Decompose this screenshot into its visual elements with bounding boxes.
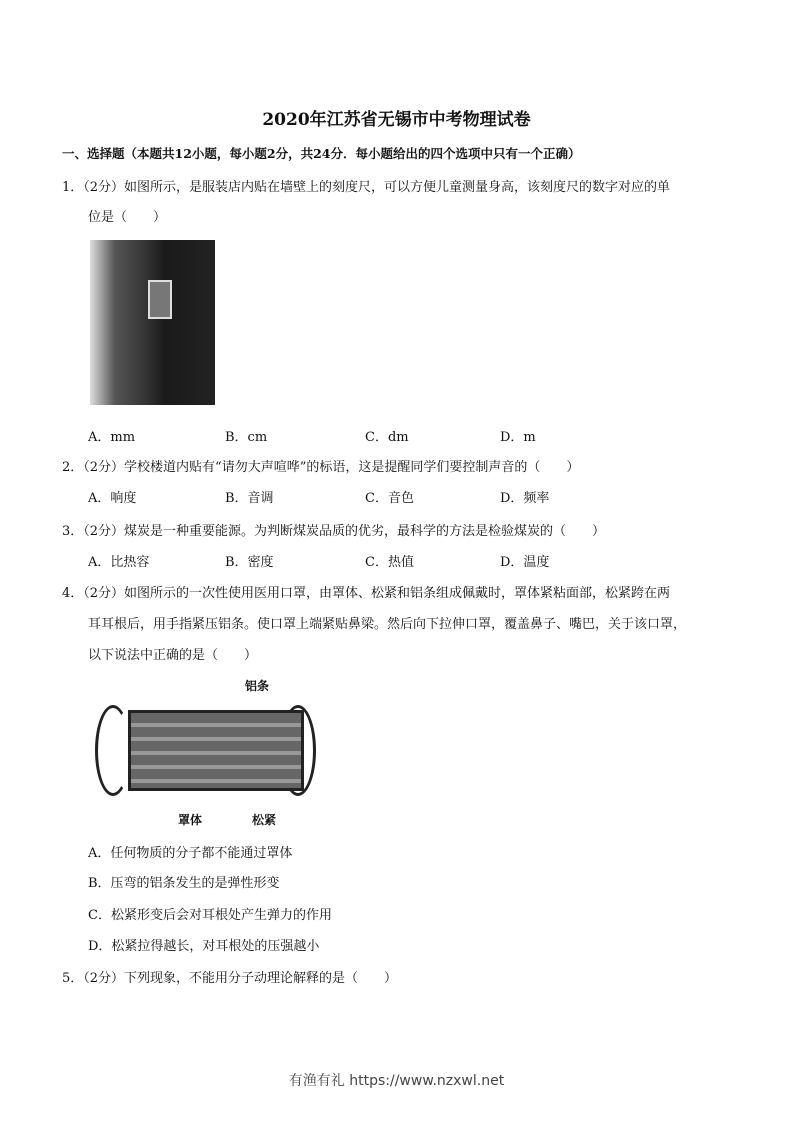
question-1-line-2: 位是（ ）: [88, 210, 167, 225]
label-mask-body: 罩体: [178, 813, 203, 827]
ruler-photo: [90, 240, 215, 405]
q1-option-d: D．m: [500, 430, 536, 445]
q2-option-a: A．响度: [88, 491, 137, 506]
label-elastic: 松紧: [252, 813, 277, 827]
left-ear-loop: [95, 705, 131, 796]
q1-option-b: B．cm: [225, 430, 268, 445]
q3-option-b: B．密度: [225, 555, 274, 570]
q4-option-a: A．任何物质的分子都不能通过罩体: [88, 846, 293, 861]
label-aluminum-strip: 铝条: [245, 679, 270, 693]
page-title: 2020年江苏省无锡市中考物理试卷: [262, 110, 531, 130]
q3-option-a: A．比热容: [88, 555, 150, 570]
q4-option-c: C．松紧形变后会对耳根处产生弹力的作用: [88, 908, 332, 923]
q1-option-c: C．dm: [365, 430, 409, 445]
question-4-line-1: 4．（2分）如图所示的一次性使用医用口罩，由罩体、松紧和铝条组成佩戴时，罩体紧粘面部，松紧跨在两: [62, 586, 671, 601]
q3-option-d: D．温度: [500, 555, 550, 570]
q1-option-a: A．mm: [88, 430, 136, 445]
mask-figure: [90, 675, 325, 830]
q3-option-c: C．热值: [365, 555, 414, 570]
question-5: 5．（2分）下列现象，不能用分子动理论解释的是（ ）: [62, 971, 398, 986]
section-heading: 一、选择题（本题共12小题，每小题2分，共24分．每小题给出的四个选项中只有一个正确）: [62, 146, 581, 161]
q2-option-d: D．频率: [500, 491, 550, 506]
q4-option-d: D．松紧拉得越长，对耳根处的压强越小: [88, 939, 320, 954]
question-3: 3．（2分）煤炭是一种重要能源。为判断煤炭品质的优劣，最科学的方法是检验煤炭的（ ）: [62, 524, 606, 539]
question-1-line-1: 1．（2分）如图所示，是服装店内贴在墙壁上的刻度尺，可以方便儿童测量身高，该刻度尺的数字对应的单: [62, 180, 671, 195]
question-4-line-3: 以下说法中正确的是（ ）: [88, 648, 258, 663]
q2-option-c: C．音色: [365, 491, 414, 506]
q4-option-b: B．压弯的铝条发生的是弹性形变: [88, 876, 280, 891]
footer-watermark: 有渔有礼 https://www.nzxwl.net: [288, 1073, 505, 1089]
mask-body: [128, 710, 304, 791]
question-2: 2．（2分）学校楼道内贴有“请勿大声喧哗”的标语，这是提醒同学们要控制声音的（ ）: [62, 460, 580, 475]
q2-option-b: B．音调: [225, 491, 274, 506]
question-4-line-2: 耳耳根后，用手指紧压铝条。使口罩上端紧贴鼻梁。然后向下拉伸口罩，覆盖鼻子、嘴巴，关于该口罩，: [88, 617, 687, 632]
